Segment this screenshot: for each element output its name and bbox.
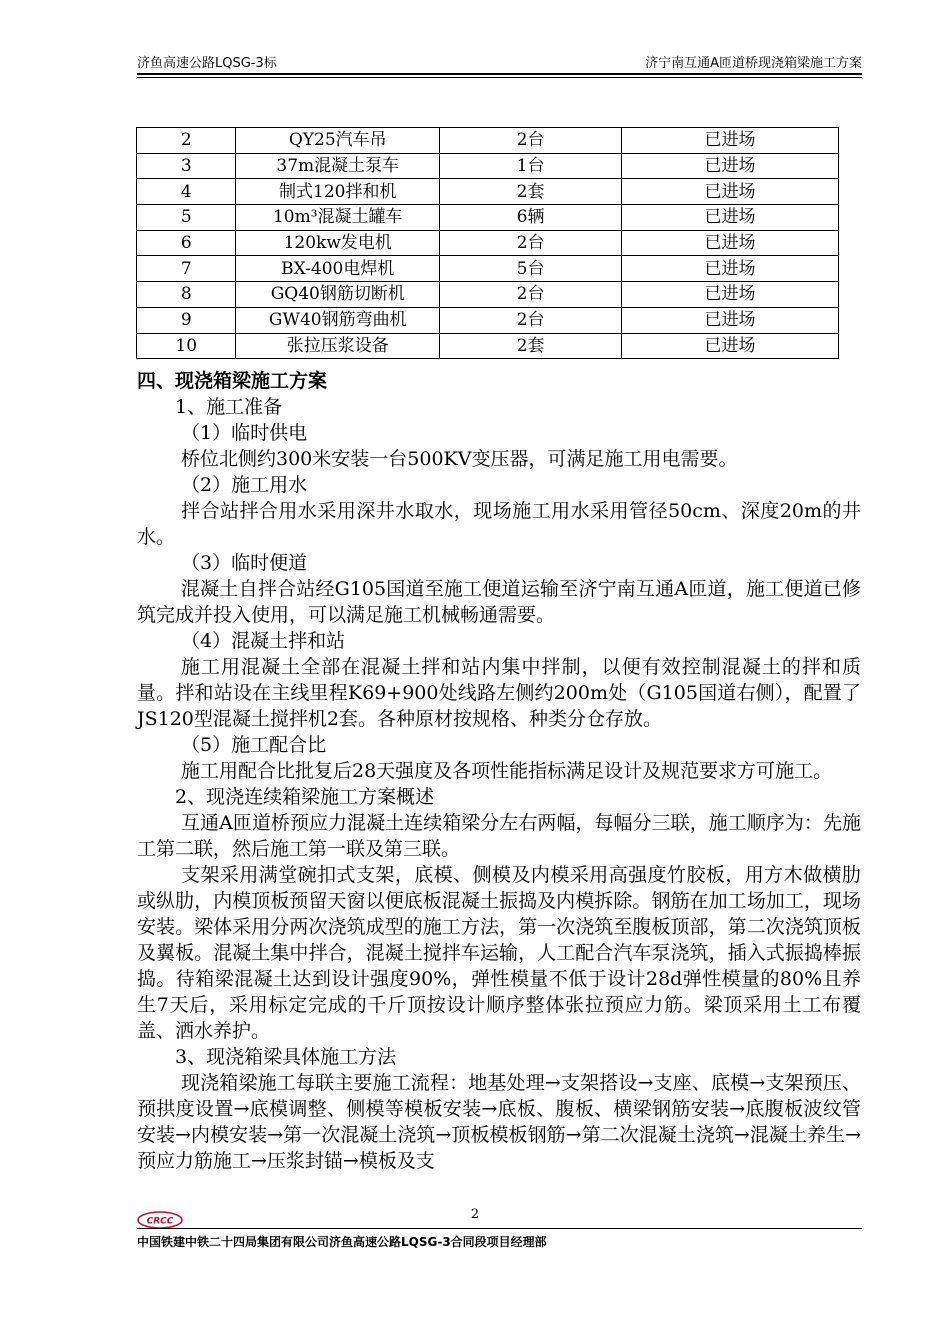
equipment-name-cell: 张拉压浆设备 xyxy=(236,333,440,359)
quantity-cell: 2台 xyxy=(440,230,622,256)
table-row xyxy=(137,307,839,333)
equipment-name-cell: BX-400电焊机 xyxy=(236,256,440,282)
table-row xyxy=(137,205,839,231)
quantity-cell: 6辆 xyxy=(440,205,622,231)
table-row xyxy=(137,230,839,256)
paragraph: 现浇箱梁施工每联主要施工流程：地基处理→支架搭设→支座、底模→支架预压、预拱度设置→底模调整、侧模等模板安装→底板、腹板、横梁钢筋安装→底腹板波纹管安装→内模安装→第一次混凝土浇筑→顶板模板钢筋→第二次混凝土浇筑→混凝土养生→预应力筋施工→压浆封锚→模板及支 xyxy=(137,1072,861,1172)
header-right-text: 济宁南互通A匝道桥现浇箱梁施工方案 xyxy=(645,56,862,71)
header-left-text: 济鱼高速公路LQSG-3标 xyxy=(137,56,277,71)
page-header xyxy=(137,52,862,74)
quantity-cell: 2台 xyxy=(440,307,622,333)
status-cell: 已进场 xyxy=(622,333,839,359)
quantity-cell: 1台 xyxy=(440,153,622,179)
item-title: （2）施工用水 xyxy=(181,474,308,496)
row-number-cell: 5 xyxy=(137,205,236,231)
row-number-cell: 7 xyxy=(137,256,236,282)
header-rule-thin xyxy=(137,77,862,78)
quantity-cell: 2套 xyxy=(440,333,622,359)
row-number-cell: 6 xyxy=(137,230,236,256)
quantity-cell: 2台 xyxy=(440,128,622,154)
paragraph: 桥位北侧约300米安装一台500KV变压器，可满足施工用电需要。 xyxy=(181,448,738,470)
page-number: 2 xyxy=(470,1207,480,1222)
quantity-cell: 2套 xyxy=(440,179,622,205)
equipment-name-cell: QY25汽车吊 xyxy=(236,128,440,154)
paragraph: 施工用配合比批复后28天强度及各项性能指标满足设计及规范要求方可施工。 xyxy=(181,760,833,782)
section-title: 四、现浇箱梁施工方案 xyxy=(137,370,328,392)
row-number-cell: 9 xyxy=(137,307,236,333)
logo-text: CRCC xyxy=(146,1216,174,1227)
status-cell: 已进场 xyxy=(622,230,839,256)
equipment-name-cell: 120kw发电机 xyxy=(236,230,440,256)
table-row xyxy=(137,179,839,205)
equipment-name-cell: 37m混凝土泵车 xyxy=(236,153,440,179)
paragraph: 支架采用满堂碗扣式支架，底模、侧模及内模采用高强度竹胶板，用方木做横肋或纵肋，内模顶板预留天窗以便底板混凝土振捣及内模拆除。钢筋在加工场加工，现场安装。梁体采用分两次浇筑成型的施工方法，第一次浇筑至腹板顶部，第二次浇筑顶板及翼板。混凝土集中拌合，混凝土搅拌车运输，人工配合汽车泵浇筑，插入式振捣棒振捣。待箱梁混凝土达到设计强度90%，弹性模量不低于设计28d弹性模量的80%且养生7天后，采用标定完成的千斤顶按设计顺序整体张拉预应力筋。梁顶采用土工布覆盖、洒水养护。 xyxy=(137,864,861,1042)
item-title: （4）混凝土拌和站 xyxy=(181,630,346,652)
quantity-cell: 5台 xyxy=(440,256,622,282)
row-number-cell: 3 xyxy=(137,153,236,179)
equipment-name-cell: 10m³混凝土罐车 xyxy=(236,205,440,231)
equipment-name-cell: GW40钢筋弯曲机 xyxy=(236,307,440,333)
item-title: （1）临时供电 xyxy=(181,422,308,444)
subsection-title: 2、现浇连续箱梁施工方案概述 xyxy=(175,786,435,808)
footer-rule xyxy=(137,1228,862,1229)
header-rule-thick xyxy=(137,73,862,75)
item-title: （5）施工配合比 xyxy=(181,734,327,756)
paragraph: 混凝土自拌合站经G105国道至施工便道运输至济宁南互通A匝道，施工便道已修筑完成并投入使用，可以满足施工机械畅通需要。 xyxy=(137,578,861,626)
paragraph: 互通A匝道桥预应力混凝土连续箱梁分左右两幅，每幅分三联，施工顺序为：先施工第二联，然后施工第一联及第三联。 xyxy=(137,812,861,860)
equipment-name-cell: 制式120拌和机 xyxy=(236,179,440,205)
status-cell: 已进场 xyxy=(622,128,839,154)
paragraph: 拌合站拌合用水采用深井水取水，现场施工用水采用管径50cm、深度20m的井水。 xyxy=(137,500,861,548)
status-cell: 已进场 xyxy=(622,282,839,308)
subsection-title: 3、现浇箱梁具体施工方法 xyxy=(175,1046,397,1068)
footer-company: 中国铁建中铁二十四局集团有限公司济鱼高速公路LQSG-3合同段项目经理部 xyxy=(137,1235,547,1249)
status-cell: 已进场 xyxy=(622,307,839,333)
row-number-cell: 10 xyxy=(137,333,236,359)
paragraph: 施工用混凝土全部在混凝土拌和站内集中拌制，以便有效控制混凝土的拌和质量。拌和站设在主线里程K69+900处线路左侧约200m处（G105国道右侧），配置了JS120型混凝土搅拌机2套。各种原材按规格、种类分仓存放。 xyxy=(137,656,861,730)
status-cell: 已进场 xyxy=(622,153,839,179)
item-title: （3）临时便道 xyxy=(181,552,308,574)
table-row xyxy=(137,128,839,154)
table-row xyxy=(137,282,839,308)
subsection-title: 1、施工准备 xyxy=(175,396,283,418)
row-number-cell: 2 xyxy=(137,128,236,154)
status-cell: 已进场 xyxy=(622,205,839,231)
status-cell: 已进场 xyxy=(622,179,839,205)
table-row xyxy=(137,153,839,179)
equipment-table xyxy=(136,127,839,359)
table-row xyxy=(137,256,839,282)
row-number-cell: 4 xyxy=(137,179,236,205)
status-cell: 已进场 xyxy=(622,256,839,282)
quantity-cell: 2台 xyxy=(440,282,622,308)
crcc-logo xyxy=(137,1210,183,1230)
table-row xyxy=(137,333,839,359)
equipment-name-cell: GQ40钢筋切断机 xyxy=(236,282,440,308)
row-number-cell: 8 xyxy=(137,282,236,308)
document-body xyxy=(137,368,861,1174)
